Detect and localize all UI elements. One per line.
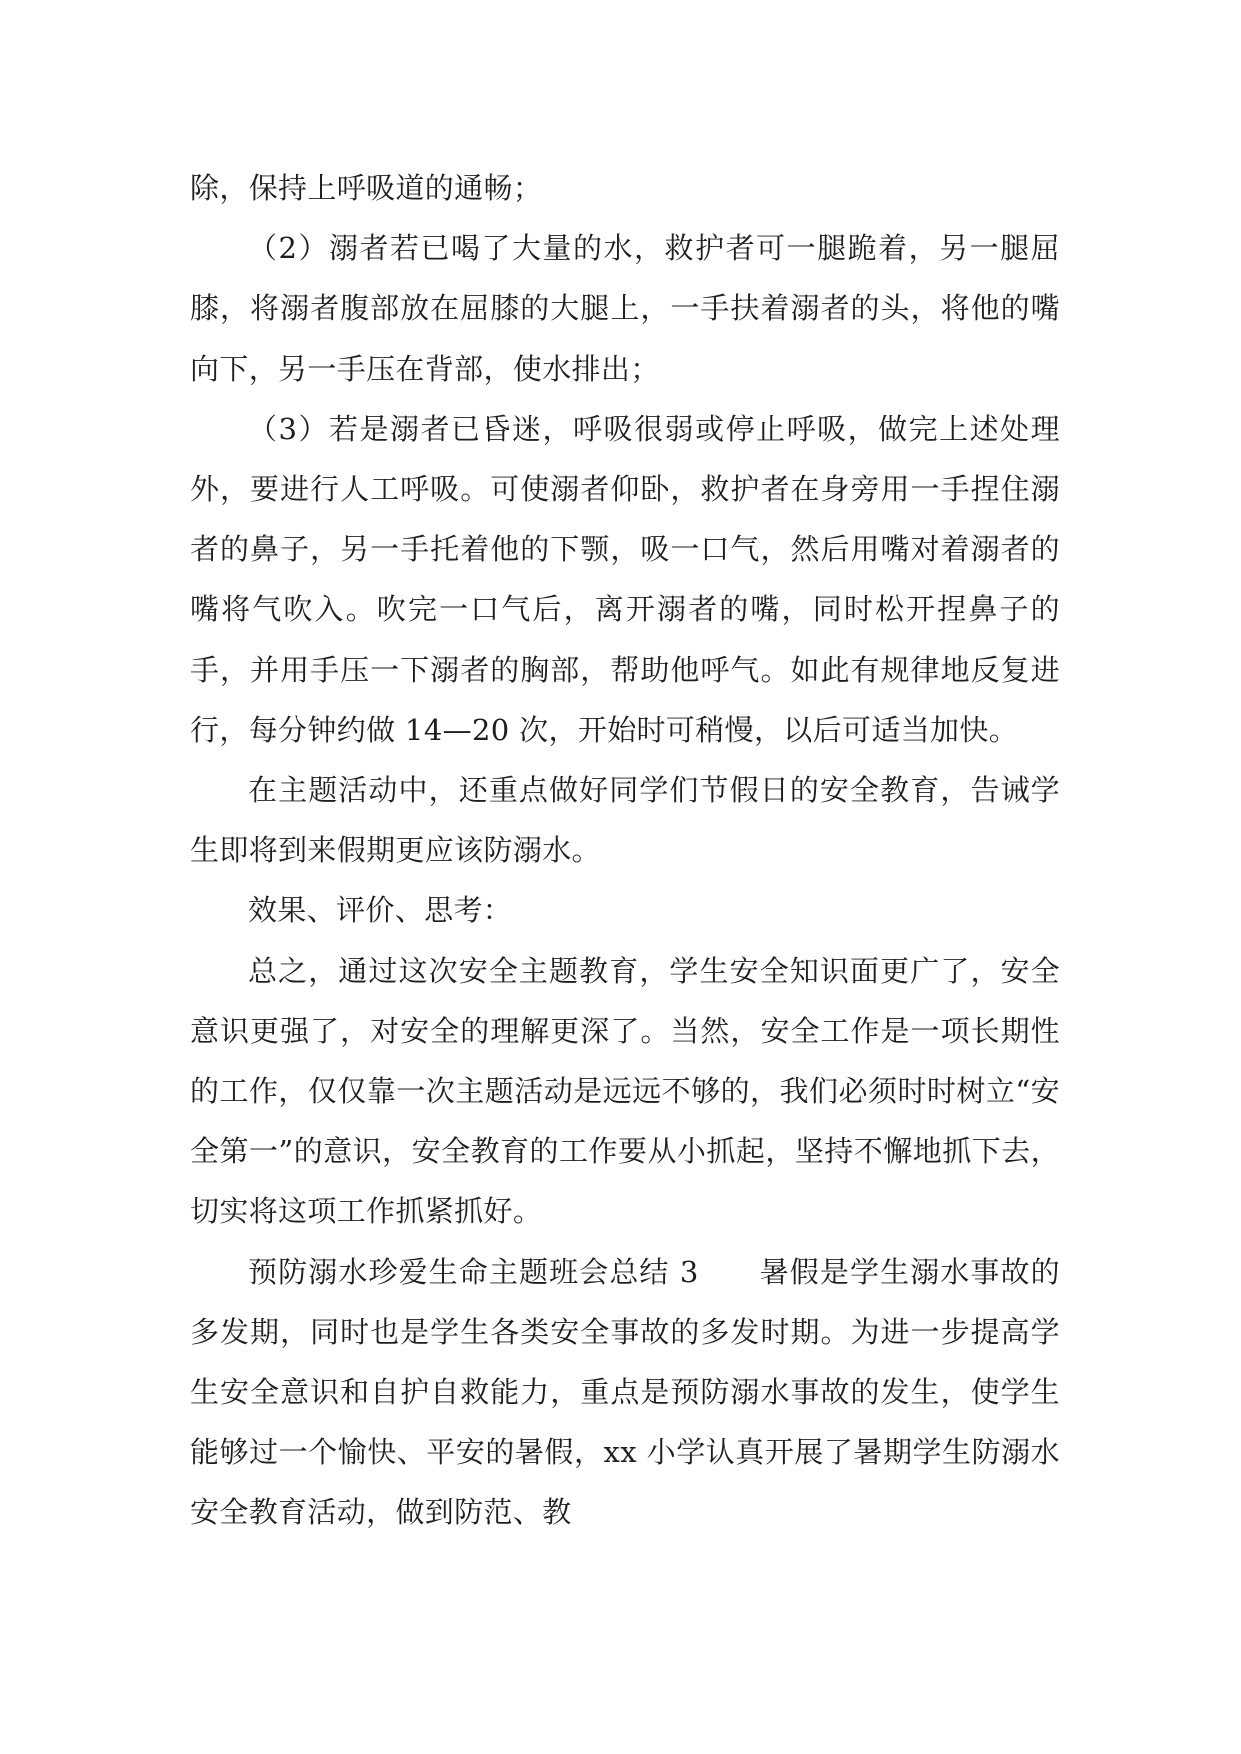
paragraph-holiday-education: 在主题活动中，还重点做好同学们节假日的安全教育，告诫学生即将到来假期更应该防溺水。 (190, 773, 1060, 868)
paragraph-step-3: （3）若是溺者已昏迷，呼吸很弱或停止呼吸，做完上述处理外，要进行人工呼吸。可使溺者仰卧，救护者在身旁用一手捏住溺者的鼻子，另一手托着他的下颚，吸一口气，然后用嘴对着溺者的嘴将气吹入。吹完一口气后，离开溺者的嘴，同时松开捏鼻子的手，并用手压一下溺者的胸部，帮助他呼气。如此有规律地反复进行，每分钟约做 14—20 次，开始时可稍慢，以后可适当加快。 (190, 411, 1060, 747)
paragraph-evaluation-heading: 效果、评价、思考： (248, 893, 513, 928)
paragraph-continuation: 除，保持上呼吸道的通畅； (190, 171, 543, 205)
document-body (190, 158, 1060, 1543)
paragraph-summary-3: 预防溺水珍爱生命主题班会总结 3 暑假是学生溺水事故的多发期，同时也是学生各类安全事故的多发时期。为进一步提高学生安全意识和自护自救能力，重点是预防溺水事故的发生，使学生能够过一个愉快、平安的暑假，xx 小学认真开展了暑期学生防溺水安全教育活动，做到防范、教 (190, 1254, 1060, 1530)
paragraph-step-2: （2）溺者若已喝了大量的水，救护者可一腿跪着，另一腿屈膝，将溺者腹部放在屈膝的大腿上，一手扶着溺者的头，将他的嘴向下，另一手压在背部，使水排出； (190, 231, 1060, 386)
paragraph-conclusion: 总之，通过这次安全主题教育，学生安全知识面更广了，安全意识更强了，对安全的理解更深了。当然，安全工作是一项长期性的工作，仅仅靠一次主题活动是远远不够的，我们必须时时树立“安全第一”的意识，安全教育的工作要从小抓起，坚持不懈地抓下去，切实将这项工作抓紧抓好。 (190, 953, 1060, 1229)
